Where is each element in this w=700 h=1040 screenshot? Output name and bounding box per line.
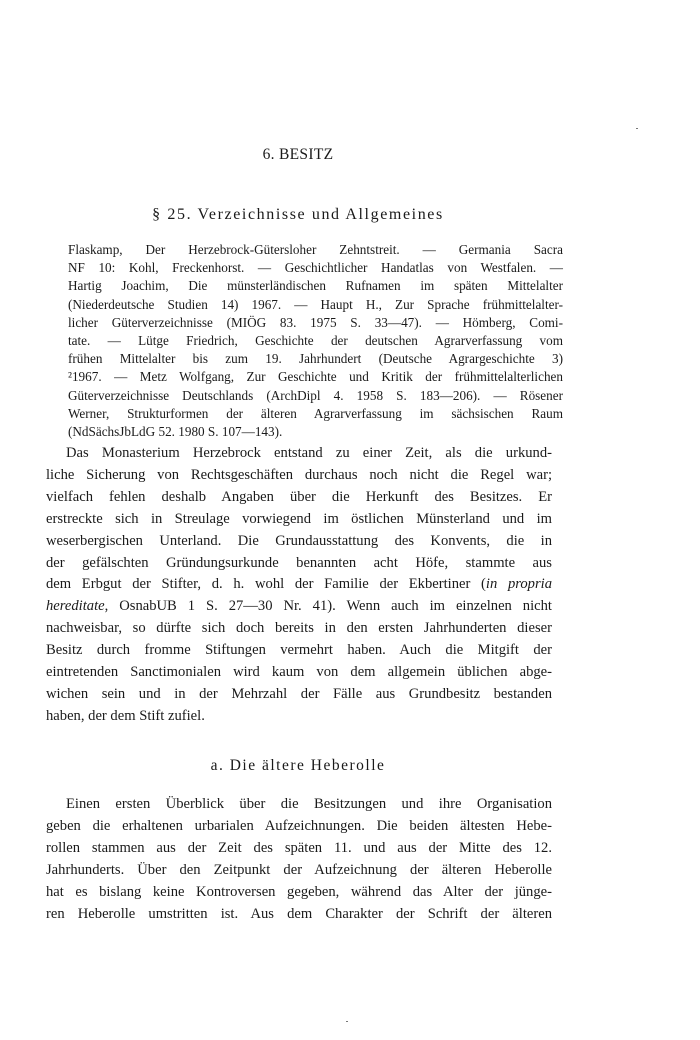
paragraph-line-text: , OsnabUB 1 S. 27—30 Nr. 41). Wenn auch im einzelnen nicht bbox=[104, 598, 552, 615]
bibliography-line: Güterverzeichnisse Deutschlands (ArchDipl 4. 1958 S. 183—206). — Rösener bbox=[68, 387, 563, 403]
latin-citation: in propria bbox=[485, 576, 552, 593]
bibliography-line: tate. — Lütge Friedrich, Geschichte der deutschen Agrarverfassung vom bbox=[68, 333, 563, 349]
bibliography-line: (Niederdeutsche Studien 14) 1967. — Haupt H., Zur Sprache frühmittelalter- bbox=[68, 296, 563, 312]
chapter-title: 6. BESITZ bbox=[262, 146, 334, 163]
paragraph-line bbox=[46, 596, 552, 618]
paragraph-line: haben, der dem Stift zufiel. bbox=[46, 707, 205, 724]
paragraph-ueberblick bbox=[46, 794, 552, 925]
bibliography-block bbox=[68, 241, 563, 441]
paragraph-line: Jahrhunderts. Über den Zeitpunkt der Aufzeichnung der älteren Heberolle bbox=[46, 861, 552, 878]
paragraph-line bbox=[46, 574, 552, 596]
paragraph-line: wichen sein und in der Mehrzahl der Fälle aus Grundbesitz bestanden bbox=[46, 685, 552, 702]
paragraph-line: weserbergischen Unterland. Die Grundausstattung des Konvents, die in bbox=[46, 532, 552, 549]
bibliography-line: (NdSächsJbLdG 52. 1980 S. 107—143). bbox=[68, 424, 283, 440]
bibliography-line: licher Güterverzeichnisse (MIÖG 83. 1975 S. 33—47). — Hömberg, Comi- bbox=[68, 314, 563, 330]
paragraph-line: Das Monasterium Herzebrock entstand zu einer Zeit, als die urkund- bbox=[66, 445, 552, 461]
latin-citation: hereditate bbox=[46, 598, 105, 615]
paragraph-line-text: dem Erbgut der Stifter, d. h. wohl der Familie der Ekbertiner ( bbox=[46, 576, 486, 593]
paragraph-line: liche Sicherung von Rechtsgeschäften durchaus noch nicht die Regel war; bbox=[46, 466, 552, 483]
scan-speck bbox=[346, 1021, 348, 1022]
paragraph-line: vielfach fehlen deshalb Angaben über die Herkunft des Besitzes. Er bbox=[46, 488, 552, 505]
paragraph-monasterium bbox=[46, 443, 552, 728]
bibliography-line: Werner, Strukturformen der älteren Agrarverfassung im sächsischen Raum bbox=[68, 405, 563, 421]
bibliography-line: Flaskamp, Der Herzebrock-Gütersloher Zehntstreit. — Germania Sacra bbox=[68, 242, 563, 257]
section-title: § 25. Verzeichnisse und Allgemeines bbox=[152, 206, 444, 223]
bibliography-line: ²1967. — Metz Wolfgang, Zur Geschichte und Kritik der frühmittelalterlichen bbox=[68, 369, 563, 385]
paragraph-line: Einen ersten Überblick über die Besitzungen und ihre Organisation bbox=[66, 796, 552, 812]
bibliography-line: Hartig Joachim, Die münsterländischen Rufnamen im späten Mittelalter bbox=[68, 278, 563, 294]
scan-speck bbox=[636, 128, 638, 129]
subsection-title: a. Die ältere Heberolle bbox=[210, 757, 386, 774]
paragraph-line: Besitz durch fromme Stiftungen vermehrt haben. Auch die Mitgift der bbox=[46, 642, 552, 659]
bibliography-line: frühen Mittelalter bis zum 19. Jahrhundert (Deutsche Agrargeschichte 3) bbox=[68, 351, 563, 367]
paragraph-line: erstreckte sich in Streulage vorwiegend im östlichen Münsterland und im bbox=[46, 510, 552, 527]
paragraph-line: nachweisbar, so dürfte sich doch bereits in den ersten Jahrhunderten dieser bbox=[46, 620, 552, 637]
paragraph-line: rollen stammen aus der Zeit des späten 11. und aus der Mitte des 12. bbox=[46, 839, 552, 856]
paragraph-line: geben die erhaltenen urbarialen Aufzeichnungen. Die beiden ältesten Hebe- bbox=[46, 817, 552, 834]
bibliography-line: NF 10: Kohl, Freckenhorst. — Geschichtlicher Handatlas von Westfalen. — bbox=[68, 260, 563, 276]
paragraph-line: ren Heberolle umstritten ist. Aus dem Charakter der Schrift der älteren bbox=[46, 905, 552, 922]
paragraph-line: der gefälschten Gründungsurkunde benannten acht Höfe, stammte aus bbox=[46, 554, 552, 571]
paragraph-line: eintretenden Sanctimonialen wird kaum von dem allgemein üblichen abge- bbox=[46, 664, 552, 681]
paragraph-line: hat es bislang keine Kontroversen gegeben, während das Alter der jünge- bbox=[46, 883, 552, 900]
